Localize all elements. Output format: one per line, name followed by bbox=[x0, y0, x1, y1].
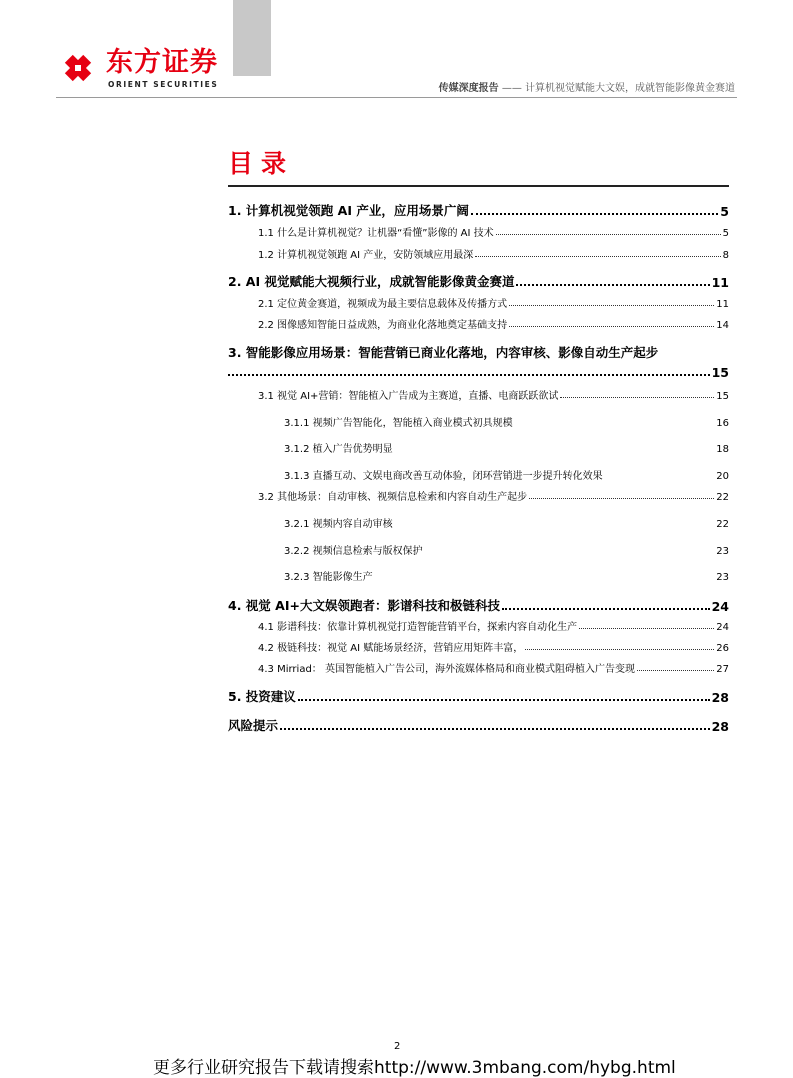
toc-entry[interactable]: 3.2 其他场景：自动审核、视频信息检索和内容自动生产起步 22 bbox=[258, 492, 729, 503]
logo-name-en: ORIENT SECURITIES bbox=[108, 80, 219, 89]
toc-entry[interactable]: 1.1 什么是计算机视觉？让机器“看懂”影像的 AI 技术 5 bbox=[258, 228, 729, 239]
toc-entry[interactable]: 3. 智能影像应用场景：智能营销已商业化落地，内容审核、影像自动生产起步 bbox=[228, 345, 659, 360]
toc-entry[interactable]: 3.1.2 植入广告优势明显 18 bbox=[284, 444, 729, 455]
toc-page-number: 8 bbox=[722, 250, 729, 261]
toc-entry-continuation[interactable] bbox=[228, 365, 729, 380]
header-grey-tab bbox=[233, 0, 271, 76]
toc-title: 目录 bbox=[228, 149, 295, 178]
toc-entry[interactable]: 3.2.3 智能影像生产 23 bbox=[284, 572, 729, 583]
logo-name-cn: 东方证券 bbox=[106, 47, 218, 78]
toc-page-number: 23 bbox=[716, 546, 729, 557]
toc-entry[interactable]: 2. AI 视觉赋能大视频行业，成就智能影像黄金赛道 11 bbox=[228, 274, 729, 290]
toc-page-number: 14 bbox=[716, 320, 729, 331]
report-subtitle: 计算机视觉赋能大文娱，成就智能影像黄金赛道 bbox=[525, 83, 735, 94]
report-category: 传媒深度报告 bbox=[438, 83, 499, 94]
toc-page-number: 22 bbox=[716, 492, 729, 503]
toc-entry[interactable]: 4.2 极链科技：视觉 AI 赋能场景经济，营销应用矩阵丰富， 26 bbox=[258, 643, 729, 654]
toc-entry[interactable]: 风险提示 28 bbox=[228, 718, 729, 734]
toc-page-number: 5 bbox=[722, 228, 729, 239]
toc-page-number: 11 bbox=[716, 299, 729, 310]
toc-title-underline bbox=[228, 185, 729, 187]
toc-page-number: 27 bbox=[716, 664, 729, 675]
header-divider bbox=[56, 97, 737, 98]
logo-mark-icon bbox=[56, 46, 100, 90]
page-number: 2 bbox=[394, 1041, 401, 1052]
header-separator: —— bbox=[498, 83, 525, 94]
toc-page-number: 24 bbox=[716, 622, 729, 633]
toc-page-number: 24 bbox=[711, 599, 729, 614]
toc-page-number: 22 bbox=[716, 519, 729, 530]
toc-page-number: 28 bbox=[711, 690, 729, 705]
toc-entry[interactable]: 2.1 定位黄金赛道，视频成为最主要信息载体及传播方式 11 bbox=[258, 299, 729, 310]
toc-page-number: 11 bbox=[711, 275, 729, 290]
toc-page-number: 23 bbox=[716, 572, 729, 583]
toc-entry[interactable]: 2.2 图像感知智能日益成熟，为商业化落地奠定基础支持 14 bbox=[258, 320, 729, 331]
toc-page-number: 20 bbox=[716, 471, 729, 482]
toc-entry[interactable]: 5. 投资建议 28 bbox=[228, 689, 729, 705]
toc-page-number: 18 bbox=[716, 444, 729, 455]
toc-page-number: 15 bbox=[716, 391, 729, 402]
toc-entry[interactable]: 3.2.1 视频内容自动审核 22 bbox=[284, 519, 729, 530]
toc-entry[interactable]: 4.3 Mirriad： 英国智能植入广告公司，海外流媒体格局和商业模式阻碍植入广告变现 27 bbox=[258, 664, 729, 675]
toc-page-number: 15 bbox=[711, 365, 729, 380]
toc-page-number: 26 bbox=[716, 643, 729, 654]
toc-page-number: 28 bbox=[711, 719, 729, 734]
report-header bbox=[439, 79, 735, 94]
toc-entry[interactable]: 4.1 影谱科技：依靠计算机视觉打造智能营销平台，探索内容自动化生产 24 bbox=[258, 622, 729, 633]
toc-entry[interactable]: 3.1 视觉 AI+营销：智能植入广告成为主赛道，直播、电商跃跃欲试 15 bbox=[258, 391, 729, 402]
toc-page-number: 5 bbox=[720, 204, 729, 219]
toc-entry[interactable]: 3.2.2 视频信息检索与版权保护 23 bbox=[284, 546, 729, 557]
toc-entry[interactable]: 1. 计算机视觉领跑 AI 产业，应用场景广阔 5 bbox=[228, 203, 729, 219]
toc-entry[interactable]: 3.1.1 视频广告智能化，智能植入商业模式初具规模 16 bbox=[284, 418, 729, 429]
toc-entry[interactable]: 3.1.3 直播互动、文娱电商改善互动体验，闭环营销进一步提升转化效果 20 bbox=[284, 471, 729, 482]
company-logo bbox=[56, 46, 219, 92]
toc-entry[interactable]: 4. 视觉 AI+大文娱领跑者：影谱科技和极链科技 24 bbox=[228, 598, 729, 614]
toc-page-number: 16 bbox=[716, 418, 729, 429]
toc-entry[interactable]: 1.2 计算机视觉领跑 AI 产业，安防领域应用最深 8 bbox=[258, 250, 729, 261]
footer-download-link[interactable]: 更多行业研究报告下载请搜索http://www.3mbang.com/hybg.html bbox=[153, 1058, 676, 1078]
